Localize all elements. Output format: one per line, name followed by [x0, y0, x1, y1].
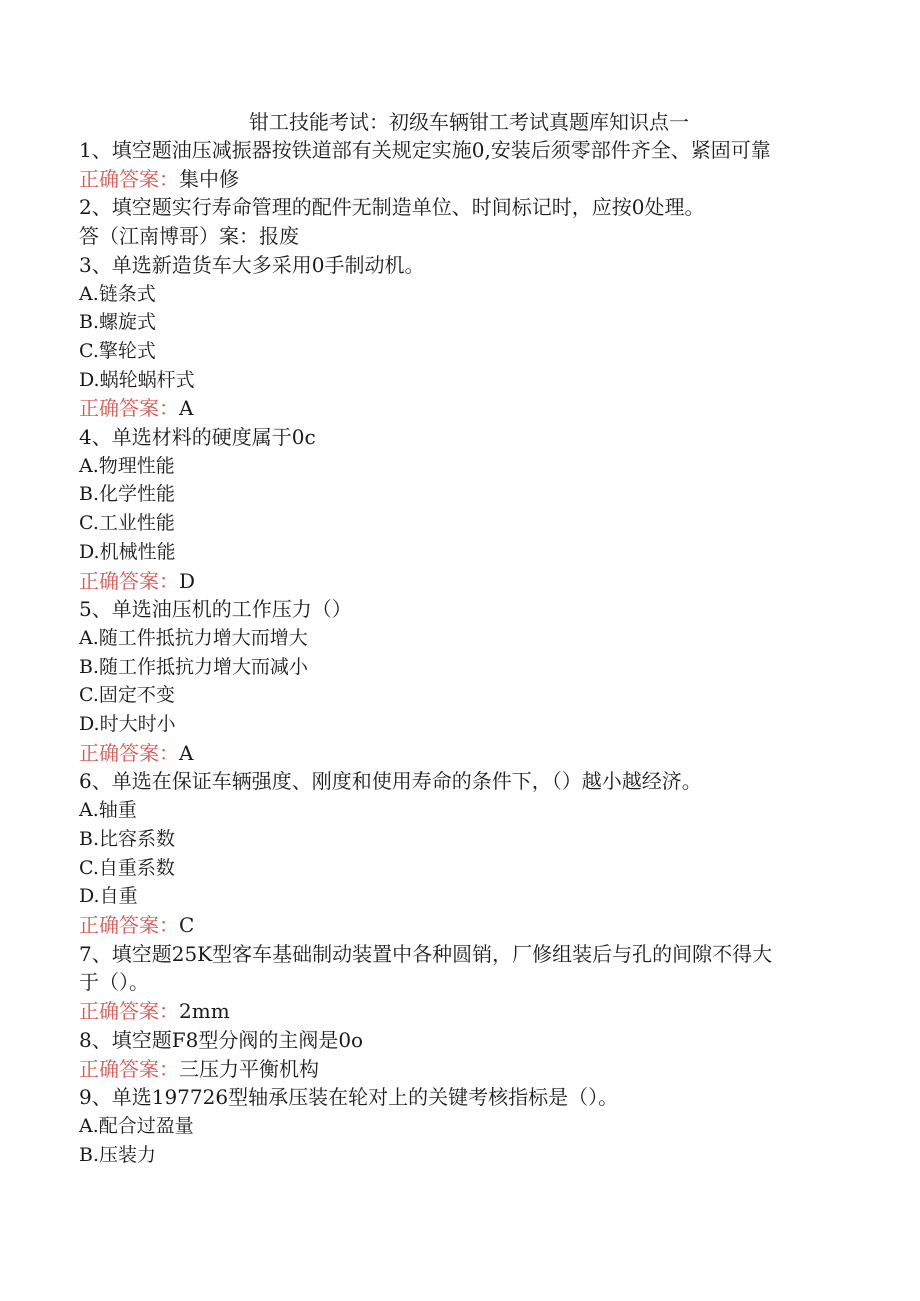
- option-item: B.螺旋式: [79, 311, 157, 334]
- option-item: C.擎轮式: [79, 339, 156, 362]
- answer-value: C: [179, 912, 195, 937]
- answer-line: [79, 1055, 839, 1084]
- document-title: 钳工技能考试：初级车辆钳工考试真题库知识点一: [249, 110, 689, 134]
- answer-label: 答（江南博哥）案：: [79, 224, 259, 249]
- question-stem: 4、单选材料的硬度属于0c: [79, 425, 316, 450]
- answer-value: A: [179, 396, 194, 421]
- answer-value: A: [179, 740, 194, 765]
- question-stem: 7、填空题25K型客车基础制动装置中各种圆销，厂修组装后与孔的间隙不得大: [79, 941, 773, 966]
- option-item: A.链条式: [79, 282, 156, 305]
- answer-line: [79, 997, 839, 1026]
- option-item: A.物理性能: [79, 454, 175, 477]
- option-item: D.时大时小: [79, 713, 176, 736]
- answer-line: [79, 911, 839, 940]
- option-item: D.蜗轮蜗杆式: [79, 368, 195, 391]
- answer-label: 正确答案：: [79, 396, 179, 421]
- option-item: A.随工件抵抗力增大而增大: [79, 626, 308, 649]
- option-item: A.配合过盈量: [79, 1114, 194, 1137]
- answer-value: 三压力平衡机构: [179, 1056, 319, 1081]
- question-stem: 9、单选197726型轴承压装在轮对上的关键考核指标是（）。: [79, 1085, 619, 1110]
- answer-label: 正确答案：: [79, 568, 179, 593]
- option-item: D.机械性能: [79, 540, 176, 563]
- question-stem-continuation: 于（）。: [79, 970, 149, 995]
- answer-label: 正确答案：: [79, 740, 179, 765]
- option-item: D.自重: [79, 885, 138, 908]
- question-stem: 6、单选在保证车辆强度、刚度和使用寿命的条件下，（）越小越经济。: [79, 769, 702, 794]
- answer-line: [79, 222, 839, 251]
- question-stem: 5、单选油压机的工作压力（）: [79, 597, 352, 622]
- document-page: [79, 108, 839, 1169]
- option-item: C.工业性能: [79, 512, 175, 535]
- question-stem: 8、填空题F8型分阀的主阀是0o: [79, 1027, 364, 1052]
- answer-value: 集中修: [179, 166, 239, 191]
- option-item: B.化学性能: [79, 483, 176, 506]
- answer-line: [79, 394, 839, 423]
- answer-line: [79, 739, 839, 768]
- answer-value: 2mm: [179, 999, 230, 1024]
- option-item: B.随工作抵抗力增大而减小: [79, 655, 309, 678]
- answer-value: D: [179, 568, 196, 593]
- option-item: C.自重系数: [79, 856, 175, 879]
- answer-line: [79, 567, 839, 596]
- answer-line: [79, 165, 839, 194]
- question-stem: 1、填空题油压减振器按铁道部有关规定实施0,安装后须零部件齐全、紧固可靠: [79, 138, 771, 162]
- answer-label: 正确答案：: [79, 1056, 179, 1081]
- answer-value: 报废: [259, 224, 299, 249]
- option-item: B.压装力: [79, 1143, 157, 1166]
- question-stem: 3、单选新造货车大多采用0手制动机。: [79, 252, 425, 277]
- question-stem: 2、填空题实行寿命管理的配件无制造单位、时间标记时，应按0处理。: [79, 195, 705, 220]
- option-item: C.固定不变: [79, 684, 175, 707]
- option-item: B.比容系数: [79, 827, 176, 850]
- answer-label: 正确答案：: [79, 912, 179, 937]
- option-item: A.轴重: [79, 799, 137, 822]
- answer-label: 正确答案：: [79, 166, 179, 191]
- answer-label: 正确答案：: [79, 999, 179, 1024]
